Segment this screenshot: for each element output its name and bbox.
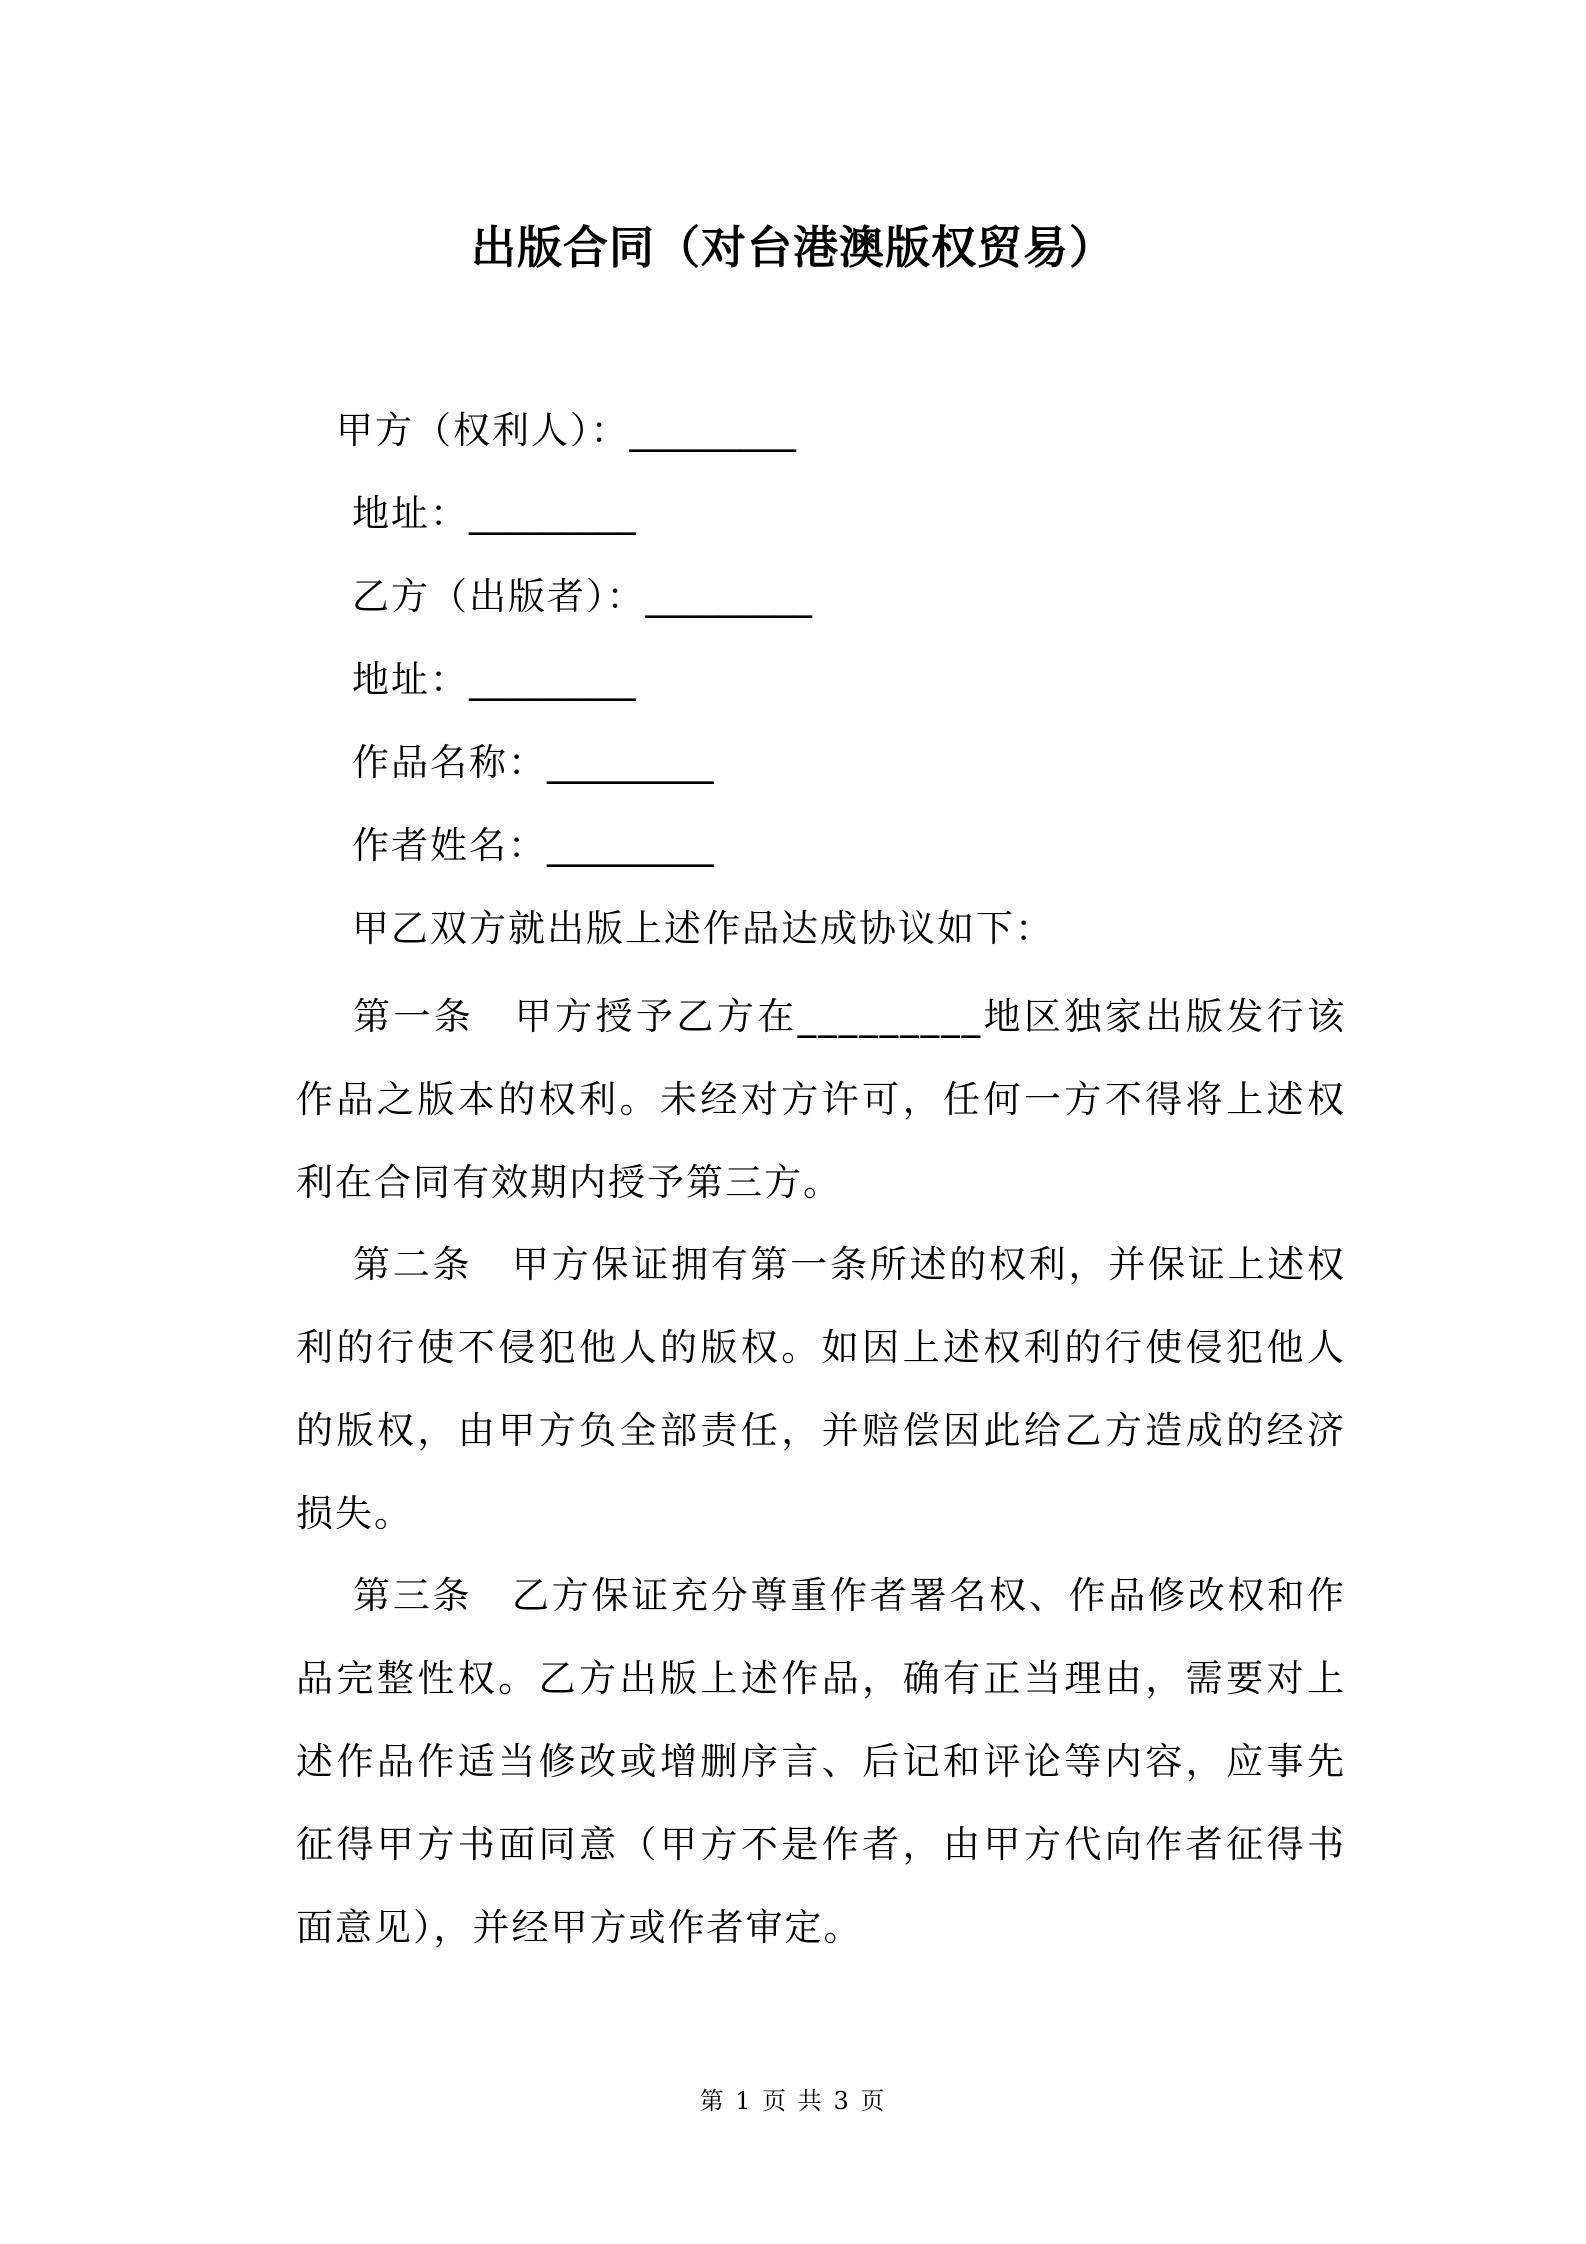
field-party-b-label: 乙方（出版者）：: [352, 575, 646, 618]
field-author-name: [352, 821, 714, 871]
field-party-b: [352, 572, 812, 622]
field-address-b-blank: _________: [469, 658, 636, 701]
field-party-a-label: 甲方（权利人）：: [336, 409, 630, 452]
document-title: 出版合同（对台港澳版权贸易）: [470, 221, 1115, 274]
field-work-title-blank: _________: [547, 741, 714, 784]
field-address-a: [352, 489, 636, 539]
field-address-a-label: 地址：: [352, 492, 469, 535]
field-address-b-label: 地址：: [352, 658, 469, 701]
field-party-b-blank: _________: [645, 575, 812, 618]
field-author-name-label: 作者姓名：: [352, 824, 547, 867]
article-2: 第二条 甲方保证拥有第一条所述的权利，并保证上述权利的行使不侵犯他人的版权。如因上述权利的行使侵犯他人的版权，由甲方负全部责任，并赔偿因此给乙方造成的经济损失。: [296, 1243, 1346, 1535]
field-work-title-label: 作品名称：: [352, 741, 547, 784]
article-1: 第一条 甲方授予乙方在_________地区独家出版发行该作品之版本的权利。未经对方许可，任何一方不得将上述权利在合同有效期内授予第三方。: [296, 995, 1346, 1204]
field-address-a-blank: _________: [469, 492, 636, 535]
field-party-a-blank: _________: [629, 409, 796, 452]
article-3: 第三条 乙方保证充分尊重作者署名权、作品修改权和作品完整性权。乙方出版上述作品，确有正当理由，需要对上述作品作适当修改或增删序言、后记和评论等内容，应事先征得甲方书面同意（甲方不是作者，由甲方代向作者征得书面意见），并经甲方或作者审定。: [296, 1574, 1346, 1949]
field-work-title: [352, 738, 714, 788]
field-author-name-blank: _________: [547, 824, 714, 867]
field-party-a: [336, 406, 796, 456]
page-footer: 第 1 页 共 3 页: [699, 2087, 887, 2115]
intro-paragraph: 甲乙双方就出版上述作品达成协议如下：: [352, 907, 1054, 950]
field-address-b: [352, 655, 636, 705]
